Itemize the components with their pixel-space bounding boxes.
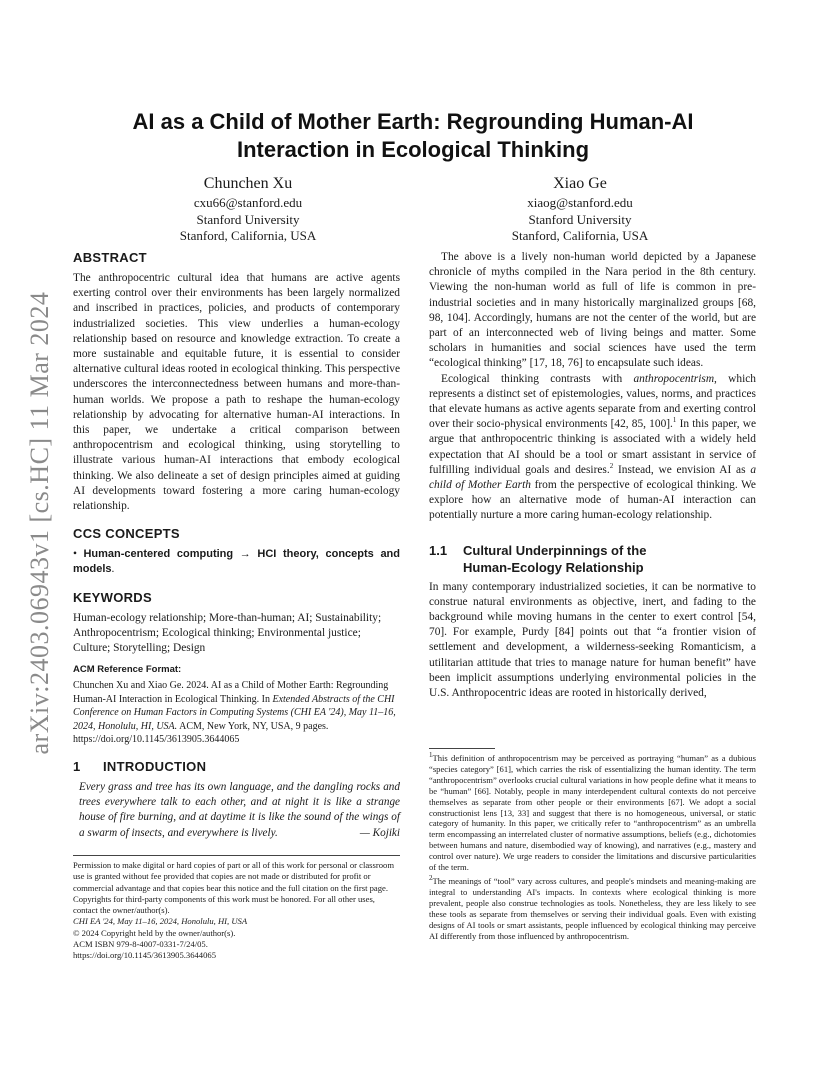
left-column: [73, 250, 400, 841]
ccs-heading: CCS CONCEPTS: [73, 526, 180, 542]
keywords-text: Human-ecology relationship; More-than-human; AI; Sustainability; Anthropocentrism; Ecological thinking; Environmental justice; Culture; Storytelling; Design: [73, 611, 382, 655]
section-title: INTRODUCTION: [103, 758, 207, 774]
subsection-number: 1.1: [429, 542, 448, 558]
footnote-mark[interactable]: 2: [609, 462, 614, 471]
subsection-heading: [429, 542, 756, 576]
acm-reference-authors: Chunchen Xu and Xiao Ge. 2024. AI as a Child of Mother Earth: Regrounding Human-AI Interaction in Ecological Thinking. In: [73, 680, 389, 705]
permission-copyright: © 2024 Copyright held by the owner/author(s).: [73, 927, 236, 938]
arxiv-identifier-text: arXiv:2403.06943v1 [cs.HC] 11 Mar 2024: [25, 291, 54, 755]
epigraph-source: — Kojiki: [359, 826, 400, 839]
author-block: [118, 174, 378, 245]
footnote-number: 2: [429, 874, 433, 883]
text-run: , which represents a distinct set of epistemologies, values, norms, and practices that elevate humans as active agents separate from and exerting control over their socio-physical environments [42, 85, 100].: [429, 372, 756, 431]
footnote-1: [429, 753, 756, 873]
section-number: 1: [73, 758, 81, 774]
emphasis-child-of-mother-earth: a child of Mother Earth: [429, 463, 757, 492]
right-column: [429, 250, 756, 701]
footnote-text: The meanings of “tool” vary across cultures, and people's mindsets and meaning-making are integral to understanding AI's impacts. In contexts where ecological thinking is more prevalent, people also construe technologies as tools. Nonetheless, they are less likely to see these tools as separate from themselves or serving their individual goals. Even with existing designs of AI tools or smart assistants, people influenced by ecological thinking may perceive AI differently from those influenced by anthropocentrism.: [429, 875, 756, 941]
footnote-divider: [429, 748, 495, 749]
body-paragraph: In many contemporary industrialized societies, it can be normative to construe natural environments as objective, inert, and fading to the background while moving humans in the center to exert control [54, 70]. For example, Purdy [84] points out that “a frontier vision of settlement and development, a wilderness-seeking Romanticism, a utilitarian attitude that tries to manage nature for human benefit” have been implicit assumptions underlying environmental policies in the U.S. Anthropocentric ideas are rooted in historically derived,: [429, 580, 756, 700]
epigraph: [79, 780, 400, 841]
author-email[interactable]: cxu66@stanford.edu: [193, 195, 303, 210]
paper-title: AI as a Child of Mother Earth: Regrounding Human-AI Interaction in Ecological Thinking: [132, 109, 694, 162]
text-run: In this paper, we argue that anthropocentric thinking is associated with a widely held expectation that AI should be a tool or smart assistant in service of fulfilling individual goals and desires.: [429, 418, 757, 476]
footnote-text: This definition of anthropocentrism may be perceived as portraying “human” as a dubious “species category” [61], which carries the risk of essentializing the human identity. The term “anthropocentrism” overlooks crucial cultural variations in how people define what it means to be “human” [66]. Notably, people in many interdependent cultural contexts do not perceive themselves as separate from other people or their environments [67]. We adopt a social constructionist lens [13, 33] and suggest that there is no homogeneous, universal, or static category of humanity. In this paper, we critically refer to “anthropocentrism” as an umbrella term encompassing an interrelated cluster of normative assumptions, beliefs (e.g., dichotomies between humans and nature, disembodied way of knowing), and narratives (e.g., mastery and control over nature). We urge readers to consider the limitations and discursive particularities of the term.: [429, 753, 756, 873]
emphasis-anthropocentrism: anthropocentrism: [633, 372, 715, 385]
introduction-heading: [73, 759, 400, 775]
body-paragraph: The above is a lively non-human world depicted by a Japanese chronicle of myths compiled in the Nara period in the 8th century. Viewing the non-human world as full of life is common in pre-industrial societies and in many historically marginalized groups [68, 98, 104]. Accordingly, humans are not the center of the world, but are part of an interconnected web of living beings and matter. Some scholars in humanities and social sciences have used the term “ecological thinking” [17, 18, 76] to encapsulate such ideas.: [429, 251, 756, 370]
abstract-text: The anthropocentric cultural idea that humans are active agents exerting control over their environments has been largely normalized and inscribed in practices, policies, and products of contemporary industrialized societies. This view underlies a human-ecology relationship based on resource and knowledge extraction. To create a more sustainable and equitable future, it is essential to consider alternative cultural ideas rooted in ecological thinking. This perspective underscores the interconnectedness between humans and more-than-human worlds. We propose a path to reshape the human-ecology relationship by advocating for alternative human-AI interactions. In this paper, we undertake a critical comparison between anthropocentrism and ecological thinking, using storytelling to illustrate various human-AI interactions that embody ecological thinking. We also delineate a set of design principles aimed at guiding AI developments toward fostering a more caring human-ecology relationship.: [73, 272, 400, 513]
ccs-end: .: [111, 563, 115, 576]
abstract-heading: ABSTRACT: [73, 250, 147, 265]
acm-reference-text: [73, 679, 400, 747]
author-location: Stanford, California, USA: [511, 228, 649, 243]
author-block: [450, 174, 710, 245]
keywords-heading: KEYWORDS: [73, 589, 152, 605]
permission-doi[interactable]: https://doi.org/10.1145/3613905.3644065: [73, 950, 216, 961]
permission-notice: [73, 855, 400, 962]
acm-reference-venue: Extended Abstracts of the CHI Conference on Human Factors in Computing Systems (CHI EA '24), May 11–16, 2024, Honolulu, HI, USA.: [73, 693, 396, 732]
acm-reference-rest: ACM, New York, NY, USA, 9 pages. https://doi.org/10.1145/3613905.3644065: [73, 720, 329, 746]
ccs-concept-text: Human-centered computing → HCI theory, concepts and models: [73, 548, 400, 576]
author-affiliation: Stanford University: [196, 211, 300, 227]
arxiv-identifier: [20, 288, 60, 758]
ccs-concepts: [73, 547, 400, 577]
text-run: from the perspective of ecological thinking. We explore how an alternative mode of human-AI interaction can potentially nurture a more caring human-ecology relationship.: [429, 479, 756, 522]
author-location: Stanford, California, USA: [179, 228, 317, 243]
permission-text: Permission to make digital or hard copies of part or all of this work for personal or classroom use is granted without fee provided that copies are not made or distributed for profit or commercial advantage and that copies bear this notice and the full citation on the first page. Copyrights for third-party components of this work must be honored. For all other uses, contact the owner/author(s).: [73, 860, 394, 916]
footnote-2: [429, 876, 756, 941]
author-name: Xiao Ge: [553, 175, 607, 192]
permission-venue: CHI EA '24, May 11–16, 2024, Honolulu, HI, USA: [73, 916, 248, 927]
text-run: Instead, we envision AI as: [613, 463, 751, 476]
epigraph-text: Every grass and tree has its own language, and the dangling rocks and trees everywhere talk to each other, and at night it is like a strange house of fire burning, and at daytime it is like the sound of the wings of a swarm of insects, and everywhere is lively.: [79, 780, 400, 839]
permission-isbn: ACM ISBN 979-8-4007-0331-7/24/05.: [73, 939, 208, 950]
footnote-number: 1: [429, 751, 433, 760]
text-run: Ecological thinking contrasts with: [441, 372, 634, 385]
footnotes: [429, 753, 756, 944]
author-email[interactable]: xiaog@stanford.edu: [527, 195, 633, 210]
author-name: Chunchen Xu: [203, 175, 293, 192]
body-paragraph: [429, 372, 756, 524]
subsection-title-line2: Human-Ecology Relationship: [463, 559, 644, 575]
footnote-mark[interactable]: 1: [672, 416, 677, 425]
subsection-title-line1: Cultural Underpinnings of the: [463, 542, 647, 558]
acm-reference-heading: ACM Reference Format:: [73, 664, 182, 676]
author-affiliation: Stanford University: [528, 211, 632, 227]
ccs-bullet: •: [73, 548, 77, 561]
